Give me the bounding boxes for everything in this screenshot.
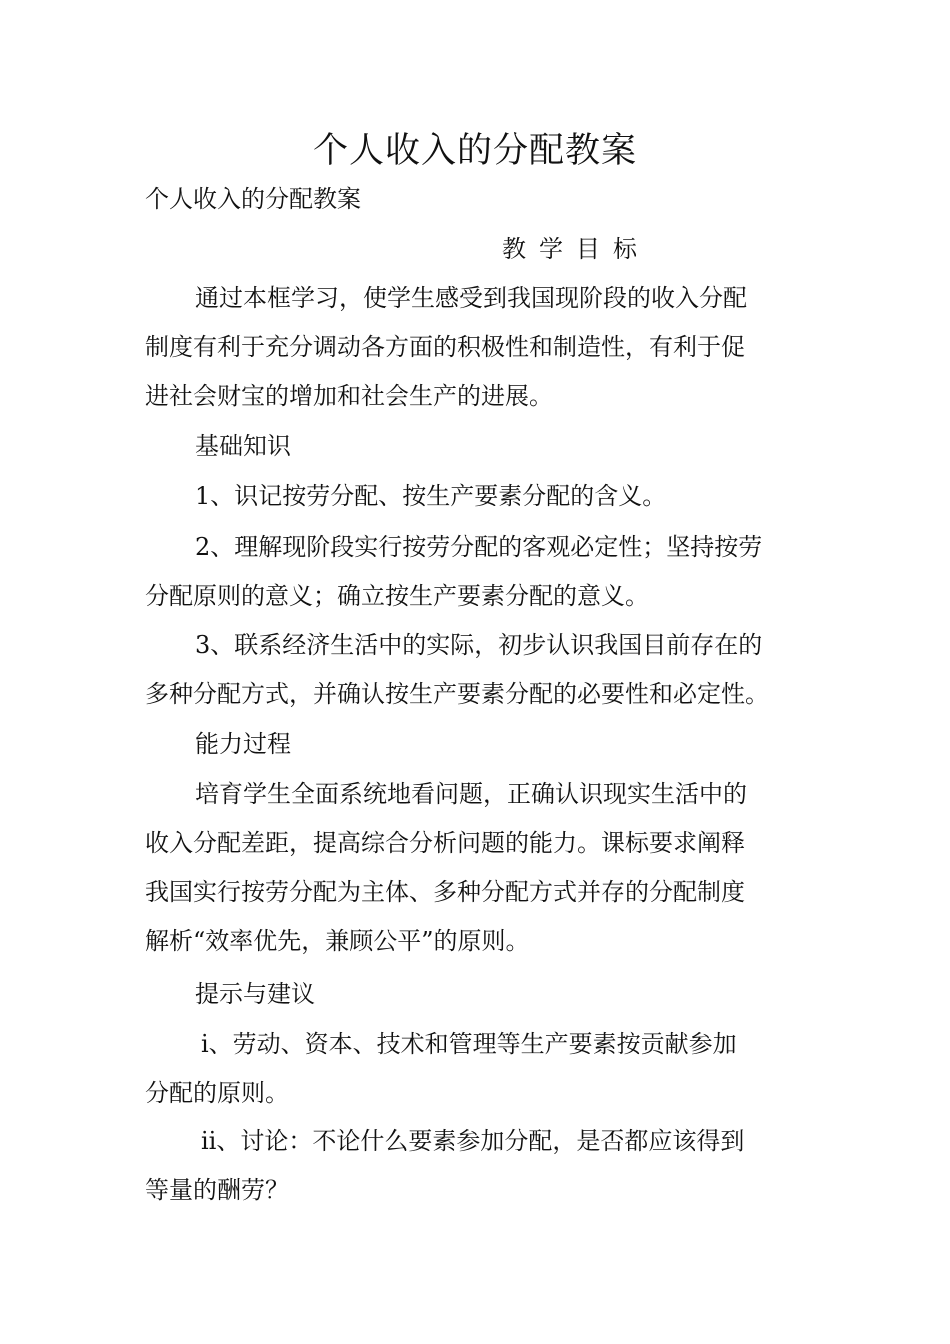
tips-label: 提示与建议: [195, 980, 315, 1008]
ability-line-4: 解析“效率优先，兼顾公平”的原则。: [145, 927, 530, 955]
ability-line-2: 收入分配差距，提高综合分析问题的能力。课标要求阐释: [145, 829, 745, 857]
knowledge-item-3: [145, 621, 807, 719]
ability-process-heading: [145, 720, 807, 769]
document-title: 个人收入的分配教案: [312, 131, 637, 171]
tip2-line-2: 等量的酬劳？: [145, 1176, 289, 1204]
knowledge-item-2: [145, 523, 807, 621]
ability-line-3: 我国实行按劳分配为主体、多种分配方式并存的分配制度: [145, 878, 745, 906]
tip1-line-2: 分配的原则。: [145, 1079, 289, 1107]
item3-line-2: 多种分配方式，并确认按生产要素分配的必要性和必定性。: [145, 680, 769, 708]
tip1-line-1: ⅰ、劳动、资本、技术和管理等生产要素按贡献参加: [201, 1030, 737, 1058]
item2-line-2: 分配原则的意义；确立按生产要素分配的意义。: [145, 582, 649, 610]
teaching-goal-heading: 教学目标: [502, 235, 650, 263]
item1-line-1: 1、识记按劳分配、按生产要素分配的含义。: [195, 482, 667, 510]
basic-knowledge-label: 基础知识: [195, 432, 291, 460]
ability-process-label: 能力过程: [195, 730, 291, 758]
goal-line-1: 通过本框学习，使学生感受到我国现阶段的收入分配: [195, 284, 747, 312]
document-subtitle: 个人收入的分配教案: [145, 185, 361, 213]
goal-line-2: 制度有利于充分调动各方面的积极性和制造性，有利于促: [145, 333, 745, 361]
ability-line-1: 培育学生全面系统地看问题，正确认识现实生活中的: [195, 780, 747, 808]
tip-item-2: [145, 1117, 807, 1215]
ability-paragraph: [145, 770, 807, 966]
basic-knowledge-heading: [145, 422, 807, 471]
goal-line-3: 进社会财宝的增加和社会生产的进展。: [145, 382, 553, 410]
knowledge-item-1: [145, 472, 807, 521]
goal-paragraph: [145, 274, 807, 421]
tips-heading: [145, 970, 807, 1019]
item3-line-1: 3、联系经济生活中的实际，初步认识我国目前存在的: [195, 631, 763, 659]
tip-item-1: [145, 1020, 807, 1118]
item2-line-1: 2、理解现阶段实行按劳分配的客观必定性；坚持按劳: [195, 533, 763, 561]
tip2-line-1: ⅱ、讨论：不论什么要素参加分配，是否都应该得到: [201, 1127, 745, 1155]
